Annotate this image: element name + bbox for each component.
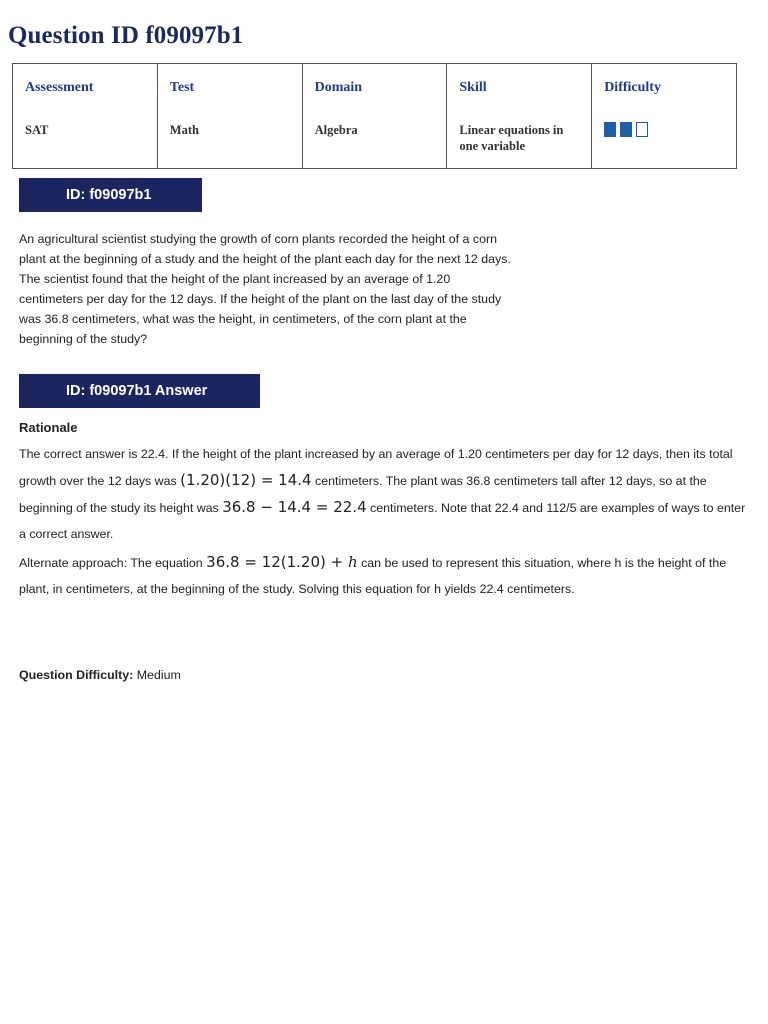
test-header: Test	[169, 80, 195, 95]
assessment-value: SAT	[25, 123, 49, 137]
rationale-text-2: centimeters. The plant was 36.8 centimeters tall after 12 days, so at the beginning of the study its height was	[19, 474, 707, 515]
domain-value: Algebra	[314, 123, 358, 137]
assessment-header: Assessment	[25, 80, 94, 95]
question-text: An agricultural scientist studying the growth of corn plants recorded the height of a corn plant at the beginning of a study and the height of the plant each day for the next 12 days. The scientist found that the height of the plant increased by an average of 1.20 centimeters per day for the 12 days. If the height of the plant on the last day of the study was 36.8 centimeters, what was the height, in centimeters, of the corn plant at the beginning of the study?	[19, 232, 511, 346]
math-equation	[206, 553, 357, 571]
question-id-banner: ID: f09097b1	[19, 178, 202, 212]
meta-cell-difficulty	[592, 64, 737, 169]
difficulty-footer-value: Medium	[136, 668, 181, 682]
question-difficulty-footer	[19, 668, 181, 682]
meta-cell-assessment	[13, 64, 158, 169]
difficulty-block-empty	[636, 122, 648, 137]
skill-value: Linear equations in one variable	[459, 123, 564, 153]
difficulty-footer-label: Question Difficulty:	[19, 668, 134, 682]
meta-cell-test	[157, 64, 302, 169]
difficulty-header: Difficulty	[604, 80, 661, 95]
alternate-approach-paragraph	[19, 549, 754, 602]
rationale-text-3: centimeters. Note that 22.4 and 112/5 are examples of ways to enter a correct answer.	[19, 501, 746, 541]
difficulty-block-filled	[604, 122, 616, 137]
question-meta-table	[12, 63, 737, 169]
answer-id-banner: ID: f09097b1 Answer	[19, 374, 260, 408]
math-expression-total-growth: (1.20)(12) = 14.4	[180, 471, 312, 489]
skill-header: Skill	[459, 80, 487, 95]
difficulty-block-filled	[620, 122, 632, 137]
test-value: Math	[169, 123, 199, 137]
meta-cell-skill	[447, 64, 592, 169]
domain-header: Domain	[314, 80, 363, 95]
difficulty-indicator	[604, 122, 724, 137]
math-expression-initial-height: 36.8 − 14.4 = 22.4	[222, 498, 367, 516]
rationale-heading: Rationale	[19, 420, 78, 435]
page-title: Question ID f09097b1	[8, 22, 244, 49]
rationale-paragraph	[19, 441, 754, 547]
rationale-text-1: The correct answer is 22.4. If the height of the plant increased by an average of 1.20 centimeters per day for 12 days, then its total growth over the 12 days was	[19, 447, 733, 488]
math-variable-h: h	[347, 553, 358, 571]
meta-cell-domain	[302, 64, 447, 169]
alternate-text-1: Alternate approach: The equation	[19, 556, 207, 570]
math-equation-left: 36.8 = 12(1.20) +	[206, 553, 348, 571]
alternate-text-2: can be used to represent this situation, where h is the height of the plant, in centimeters, at the beginning of the study. Solving this equation for h yields 22.4 centimeters.	[19, 556, 727, 596]
